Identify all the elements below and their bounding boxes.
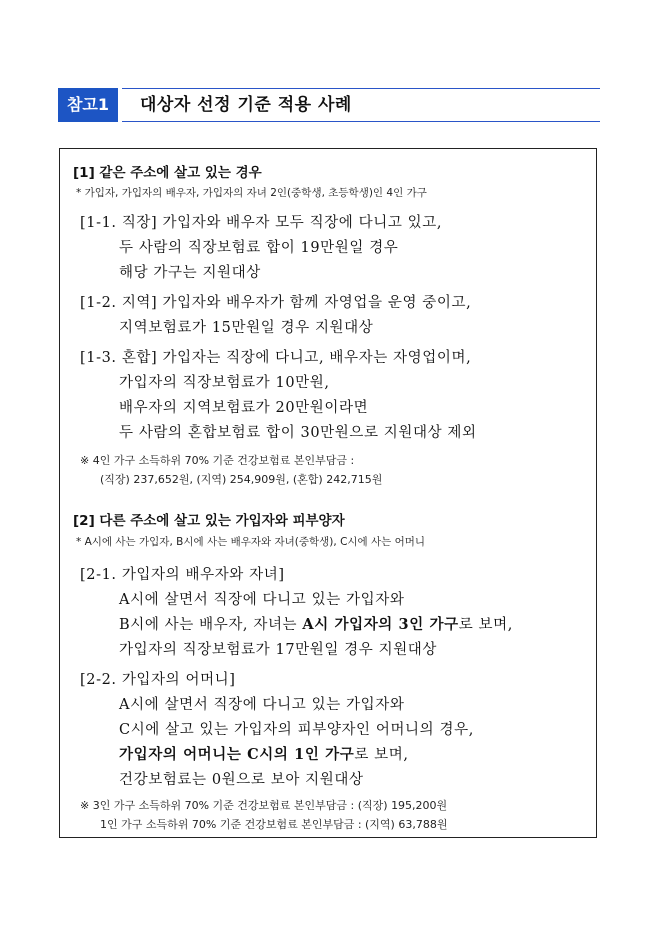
case-1-3-line-1: [1-3. 혼합] 가입자는 직장에 다니고, 배우자는 자영업이며, bbox=[80, 350, 472, 366]
case-2-1-line-2-end: 로 보며, bbox=[458, 617, 513, 633]
example-box bbox=[59, 148, 597, 838]
case-1-1-line-3: 해당 가구는 지원대상 bbox=[119, 265, 261, 281]
case-2-1-heading: [2-1. 가입자의 배우자와 자녀] bbox=[80, 567, 285, 583]
header-rule-bottom bbox=[122, 121, 600, 122]
case-2-2-line-4: 건강보험료는 0원으로 보아 지원대상 bbox=[119, 772, 364, 788]
section-1-footnote-1: ※ 4인 가구 소득하위 70% 기준 건강보험료 본인부담금 : bbox=[80, 454, 355, 467]
case-2-2-heading: [2-2. 가입자의 어머니] bbox=[80, 672, 236, 688]
case-1-3-line-3: 배우자의 지역보험료가 20만원이라면 bbox=[119, 400, 369, 416]
case-1-3-line-4: 두 사람의 혼합보험료 합이 30만원으로 지원대상 제외 bbox=[119, 425, 477, 441]
section-1-note: * 가입자, 가입자의 배우자, 가입자의 자녀 2인(중학생, 초등학생)인 4인 가구 bbox=[76, 187, 427, 199]
section-2-note: * A시에 사는 가입자, B시에 사는 배우자와 자녀(중학생), C시에 사는 어머니 bbox=[76, 536, 426, 548]
case-2-1-line-2 bbox=[119, 613, 513, 634]
case-2-2-line-2: C시에 살고 있는 가입자의 피부양자인 어머니의 경우, bbox=[119, 722, 474, 738]
case-1-2-line-1: [1-2. 지역] 가입자와 배우자가 함께 자영업을 운영 중이고, bbox=[80, 295, 472, 311]
case-2-1-line-1: A시에 살면서 직장에 다니고 있는 가입자와 bbox=[119, 592, 405, 608]
section-2-footnote-2: 1인 가구 소득하위 70% 기준 건강보험료 본인부담금 : (지역) 63,788원 bbox=[100, 818, 448, 831]
case-2-1-line-2-start: B시에 사는 배우자, 자녀는 bbox=[119, 617, 303, 633]
case-1-2-line-2: 지역보험료가 15만원일 경우 지원대상 bbox=[119, 320, 374, 336]
case-2-2-line-1: A시에 살면서 직장에 다니고 있는 가입자와 bbox=[119, 697, 405, 713]
case-2-2-line-3 bbox=[119, 743, 409, 764]
case-1-1-line-1: [1-1. 직장] 가입자와 배우자 모두 직장에 다니고 있고, bbox=[80, 215, 443, 231]
page-title: 대상자 선정 기준 적용 사례 bbox=[140, 95, 352, 115]
case-2-1-emphasis: A시 가입자의 3인 가구 bbox=[302, 616, 459, 633]
case-1-3-line-2: 가입자의 직장보험료가 10만원, bbox=[119, 375, 330, 391]
section-2-title: [2] 다른 주소에 살고 있는 가입자와 피부양자 bbox=[73, 513, 345, 529]
case-1-1-line-2: 두 사람의 직장보험료 합이 19만원일 경우 bbox=[119, 240, 399, 256]
reference-tag: 참고1 bbox=[58, 88, 118, 122]
case-2-1-line-3: 가입자의 직장보험료가 17만원일 경우 지원대상 bbox=[119, 642, 438, 658]
section-2-footnote-1: ※ 3인 가구 소득하위 70% 기준 건강보험료 본인부담금 : (직장) 195,200원 bbox=[80, 799, 448, 812]
case-2-2-emphasis: 가입자의 어머니는 C시의 1인 가구 bbox=[119, 746, 355, 763]
section-1-footnote-2: (직장) 237,652원, (지역) 254,909원, (혼합) 242,715원 bbox=[100, 473, 383, 486]
case-2-2-line-3-end: 로 보며, bbox=[354, 747, 409, 763]
section-header bbox=[58, 88, 600, 122]
section-1-title: [1] 같은 주소에 살고 있는 경우 bbox=[73, 165, 262, 181]
